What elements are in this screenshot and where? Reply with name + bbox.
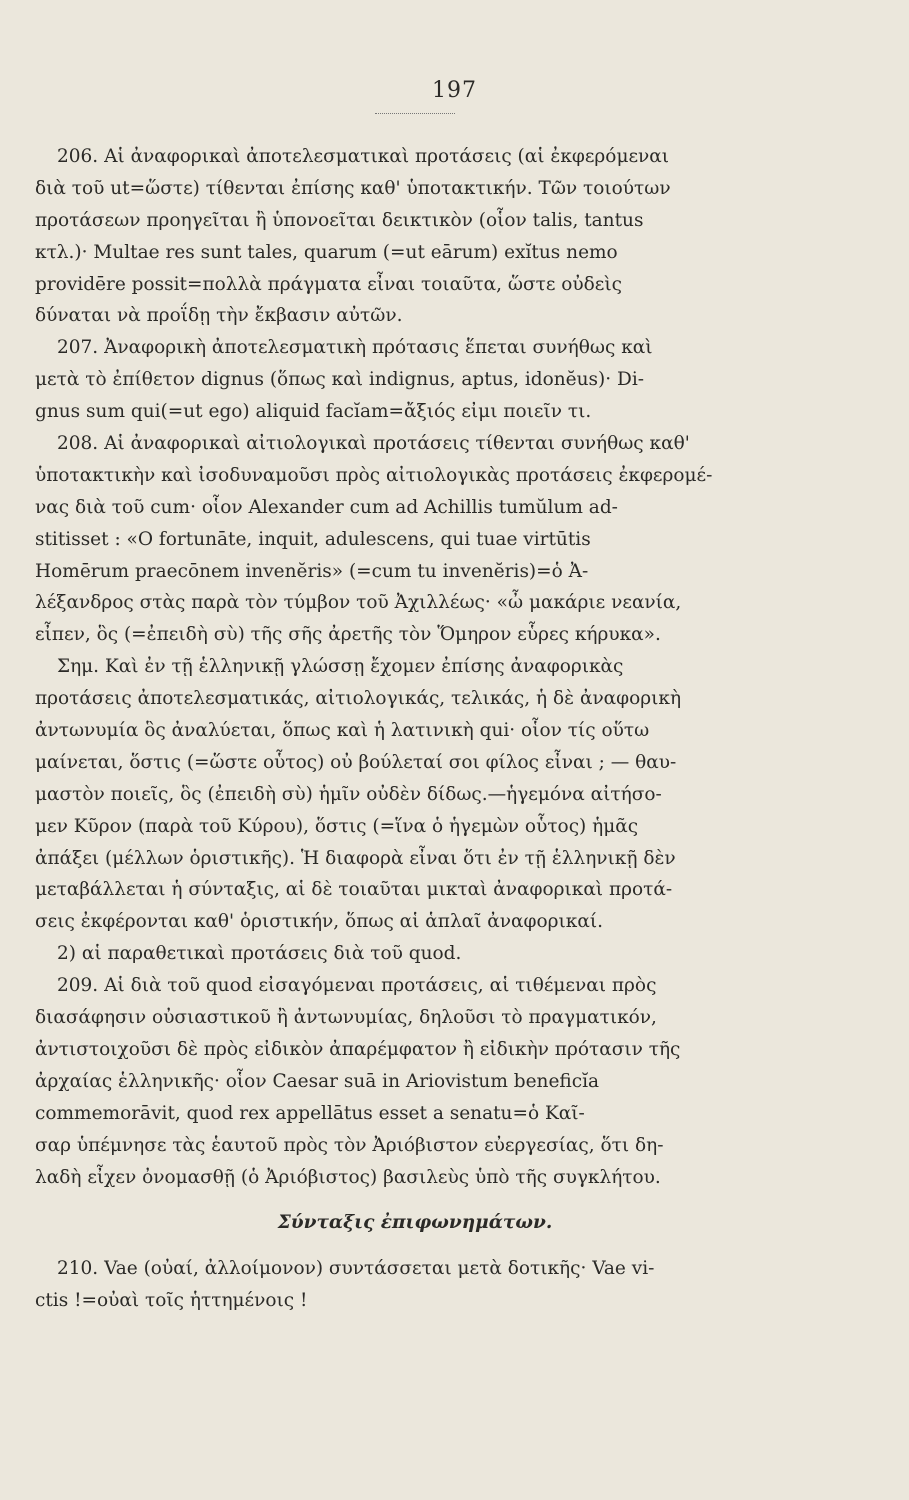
text-line: ἀντωνυμία ὃς ἀναλύεται, ὅπως καὶ ἡ λατινικὴ qui· οἷον τίς οὕτω <box>35 720 650 742</box>
text-line: gnus sum qui(=ut ego) aliquid facĭam=ἄξιός εἰμι ποιεῖν τι. <box>35 401 592 423</box>
text-line: εἶπεν, ὃς (=ἐπειδὴ σὺ) τῆς σῆς ἀρετῆς τὸν Ὅμηρον εὗρες κήρυκα». <box>35 624 661 646</box>
text-line: μετὰ τὸ ἐπίθετον dignus (ὅπως καὶ indignus, aptus, idonĕus)· Di- <box>35 369 645 391</box>
text-line: ctis !=οὐαὶ τοῖς ἡττημένοις ! <box>35 1290 308 1312</box>
text-line: ὑποτακτικὴν καὶ ἰσοδυναμοῦσι πρὸς αἰτιολογικὰς προτάσεις ἐκφερομέ- <box>35 464 713 486</box>
text-line: λέξανδρος στὰς παρὰ τὸν τύμβον τοῦ Ἀχιλλέως· «ὦ μακάριε νεανία, <box>35 592 682 614</box>
body-text <box>35 141 795 1317</box>
text-line: σεις ἐκφέρονται καθ' ὁριστικήν, ὅπως αἱ ἁπλαῖ ἀναφορικαί. <box>35 911 603 933</box>
section-heading: Σύνταξις ἐπιφωνημάτων. <box>277 1212 553 1234</box>
text-line: stitisset : «O fortunāte, inquit, adulescens, qui tuae virtūtis <box>35 528 591 550</box>
text-line: Σημ. Καὶ ἐν τῇ ἑλληνικῇ γλώσσῃ ἔχομεν ἐπίσης ἀναφορικὰς <box>57 656 624 678</box>
text-line: κτλ.)· Multae res sunt tales, quarum (=ut eārum) exĭtus nemo <box>35 241 618 263</box>
text-line: μαίνεται, ὅστις (=ὥστε οὗτος) οὐ βούλεταί σοι φίλος εἶναι ; — θαυ- <box>35 751 677 773</box>
text-line: μαστὸν ποιεῖς, ὃς (ἐπειδὴ σὺ) ἡμῖν οὐδὲν δίδως.—ἡγεμόνα αἰτήσο- <box>35 783 662 805</box>
page-number: 197 <box>432 78 477 103</box>
text-line: Homērum praecōnem invenĕris» (=cum tu invenĕris)=ὁ Ἀ- <box>35 560 589 582</box>
text-line: 209. Αἱ διὰ τοῦ quod εἰσαγόμεναι προτάσεις, αἱ τιθέμεναι πρὸς <box>57 975 657 997</box>
text-line: providēre possit=πολλὰ πράγματα εἶναι τοιαῦτα, ὥστε οὐδεὶς <box>35 273 623 295</box>
text-line: σαρ ὑπέμνησε τὰς ἑαυτοῦ πρὸς τὸν Ἀριόβιστον εὐεργεσίας, ὅτι δη- <box>35 1134 664 1156</box>
text-line: 208. Αἱ ἀναφορικαὶ αἰτιολογικαὶ προτάσεις τίθενται συνήθως καθ' <box>57 433 690 455</box>
text-line: λαδὴ εἶχεν ὀνομασθῇ (ὁ Ἀριόβιστος) βασιλεὺς ὑπὸ τῆς συγκλήτου. <box>35 1166 661 1188</box>
text-line: 206. Αἱ ἀναφορικαὶ ἀποτελεσματικαὶ προτάσεις (αἱ ἐκφερόμεναι <box>57 146 670 167</box>
text-line: δύναται νὰ προΐδῃ τὴν ἔκβασιν αὐτῶν. <box>35 305 403 327</box>
text-line: ἀπάξει (μέλλων ὁριστικῆς). Ἡ διαφορὰ εἶναι ὅτι ἐν τῇ ἑλληνικῇ δὲν <box>35 847 676 869</box>
text-line: ἀντιστοιχοῦσι δὲ πρὸς εἰδικὸν ἀπαρέμφατον ἢ εἰδικὴν πρότασιν τῆς <box>35 1038 681 1060</box>
text-line: 210. Vae (οὐαί, ἀλλοίμονον) συντάσσεται μετὰ δοτικῆς· Vae vi- <box>57 1258 655 1280</box>
page-number-rule <box>375 113 455 114</box>
text-line: διασάφησιν οὐσιαστικοῦ ἢ ἀντωνυμίας, δηλοῦσι τὸ πραγματικόν, <box>35 1007 657 1029</box>
text-line: προτάσεων προηγεῖται ἢ ὑπονοεῖται δεικτικὸν (οἷον talis, tantus <box>35 209 644 231</box>
text-line: 207. Ἀναφορικὴ ἀποτελεσματικὴ πρότασις ἕπεται συνήθως καὶ <box>57 337 653 359</box>
text-line: νας διὰ τοῦ cum· οἷον Alexander cum ad Achillis tumŭlum ad- <box>35 496 618 518</box>
text-line: commemorāvit, quod rex appellātus esset a senatu=ὁ Καῖ- <box>35 1102 585 1124</box>
text-line: 2) αἱ παραθετικαὶ προτάσεις διὰ τοῦ quod. <box>57 943 462 965</box>
text-line: διὰ τοῦ ut=ὥστε) τίθενται ἐπίσης καθ' ὑποτακτικήν. Τῶν τοιούτων <box>35 177 671 199</box>
text-line: προτάσεις ἀποτελεσματικάς, αἰτιολογικάς, τελικάς, ἡ δὲ ἀναφορικὴ <box>35 688 682 710</box>
text-line: ἀρχαίας ἑλληνικῆς· οἷον Caesar suā in Ariovistum beneficĭa <box>35 1070 600 1092</box>
text-line: μεταβάλλεται ἡ σύνταξις, αἱ δὲ τοιαῦται μικταὶ ἀναφορικαὶ προτά- <box>35 879 673 901</box>
text-line: μεν Κῦρον (παρὰ τοῦ Κύρου), ὅστις (=ἵνα ὁ ἡγεμὼν οὗτος) ἡμᾶς <box>35 815 639 837</box>
